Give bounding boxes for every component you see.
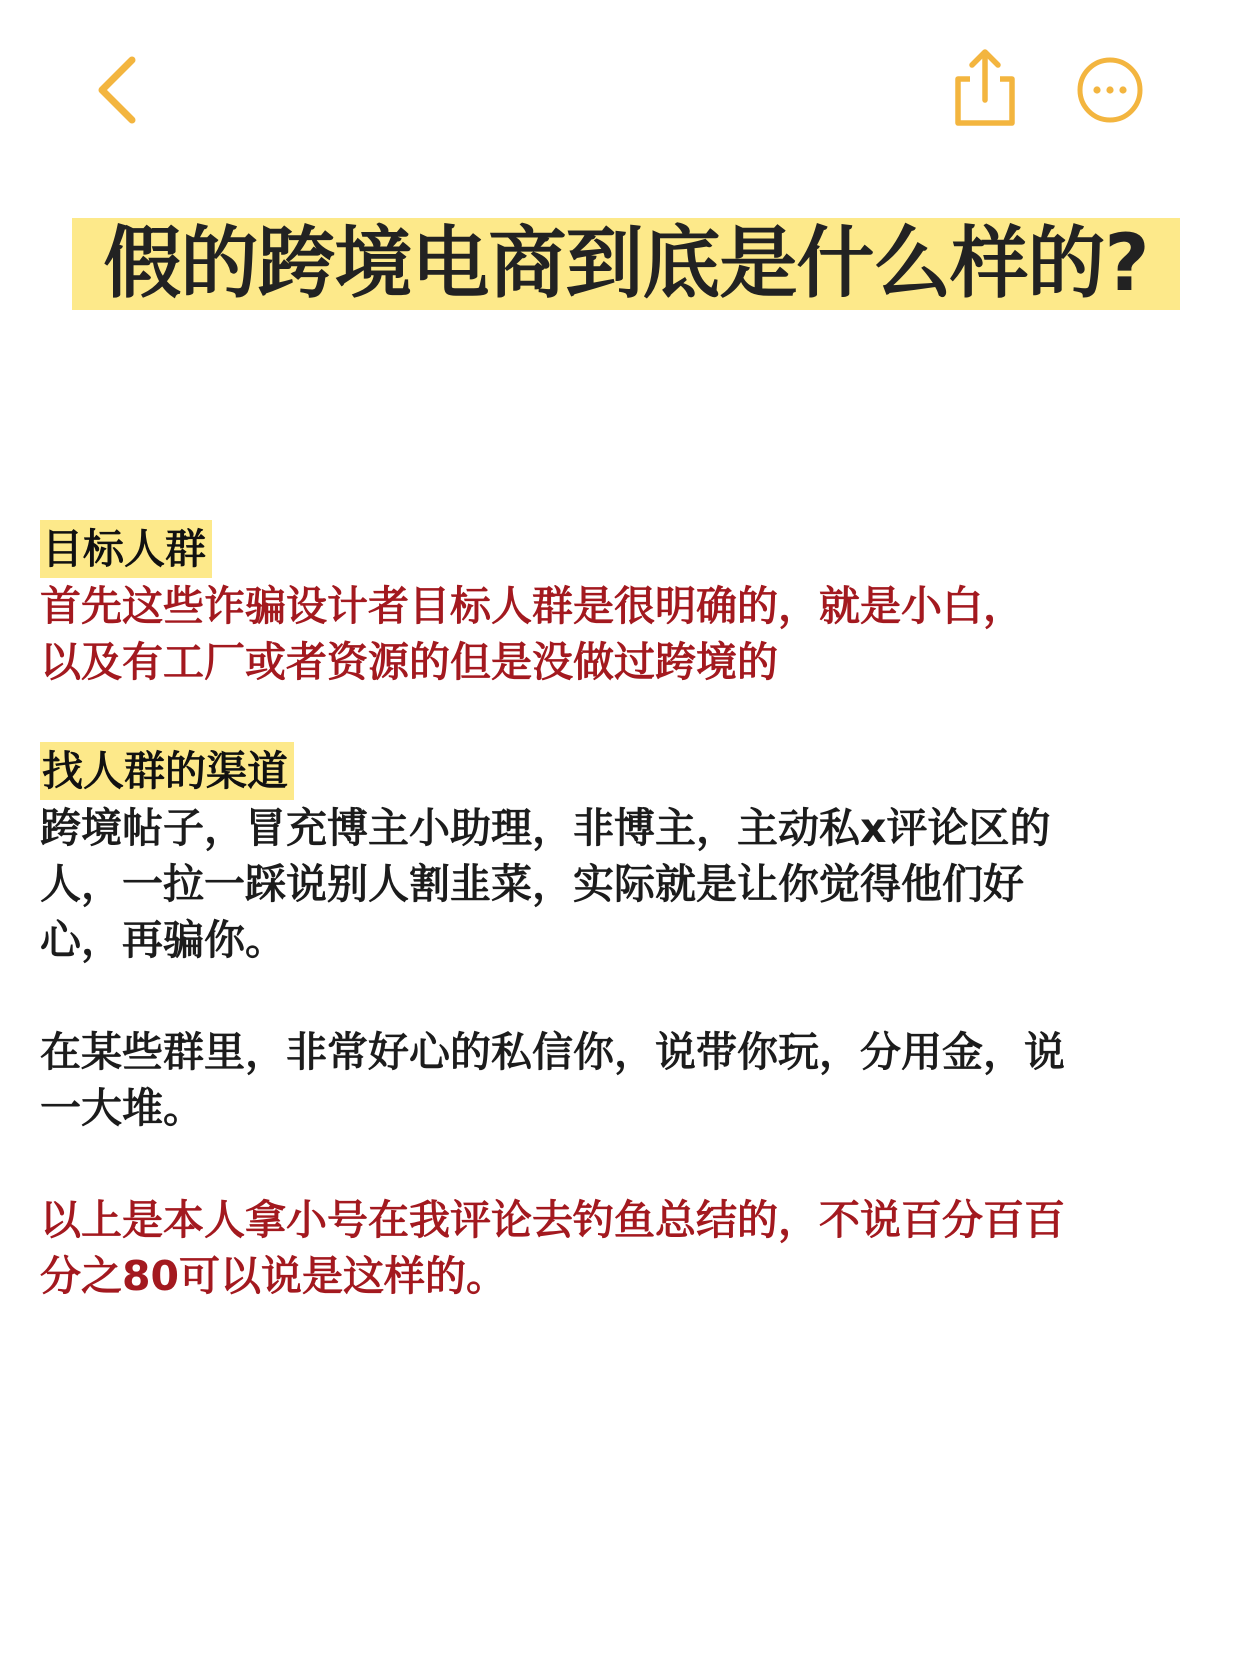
share-button[interactable] [950,45,1020,130]
paragraph [40,578,1210,690]
chevron-left-icon [90,50,150,130]
title-highlight [72,218,1180,310]
paragraph-line: 在某些群里，非常好心的私信你，说带你玩，分用金，说 [40,1028,1065,1076]
back-button[interactable] [90,50,150,130]
paragraph-line: 跨境帖子，冒充博主小助理，非博主，主动私x评论区的 [40,804,1051,852]
paragraph [40,800,1210,968]
share-icon [950,45,1020,130]
section-target-audience [40,520,1210,690]
paragraph-line: 心，再骗你。 [40,916,286,964]
page-title: 假的跨境电商到底是什么样的? [103,219,1149,309]
section-channels [40,742,1210,968]
section-heading: 目标人群 [40,520,212,578]
paragraph-line: 分之80可以说是这样的。 [40,1252,508,1300]
more-options-button[interactable] [1075,55,1145,125]
paragraph-group-chats [40,1024,1210,1136]
paragraph-line: 人，一拉一踩说别人割韭菜，实际就是让你觉得他们好 [40,860,1024,908]
paragraph-line: 一大堆。 [40,1084,204,1132]
paragraph-line: 首先这些诈骗设计者目标人群是很明确的，就是小白， [40,582,1024,630]
more-icon [1075,55,1145,125]
section-heading: 找人群的渠道 [40,742,294,800]
summary-paragraph [40,1192,1210,1304]
article-body [40,520,1210,1304]
paragraph-line: 以上是本人拿小号在我评论去钓鱼总结的，不说百分百百 [40,1196,1065,1244]
paragraph-line: 以及有工厂或者资源的但是没做过跨境的 [40,638,778,686]
top-nav-bar [0,0,1242,170]
